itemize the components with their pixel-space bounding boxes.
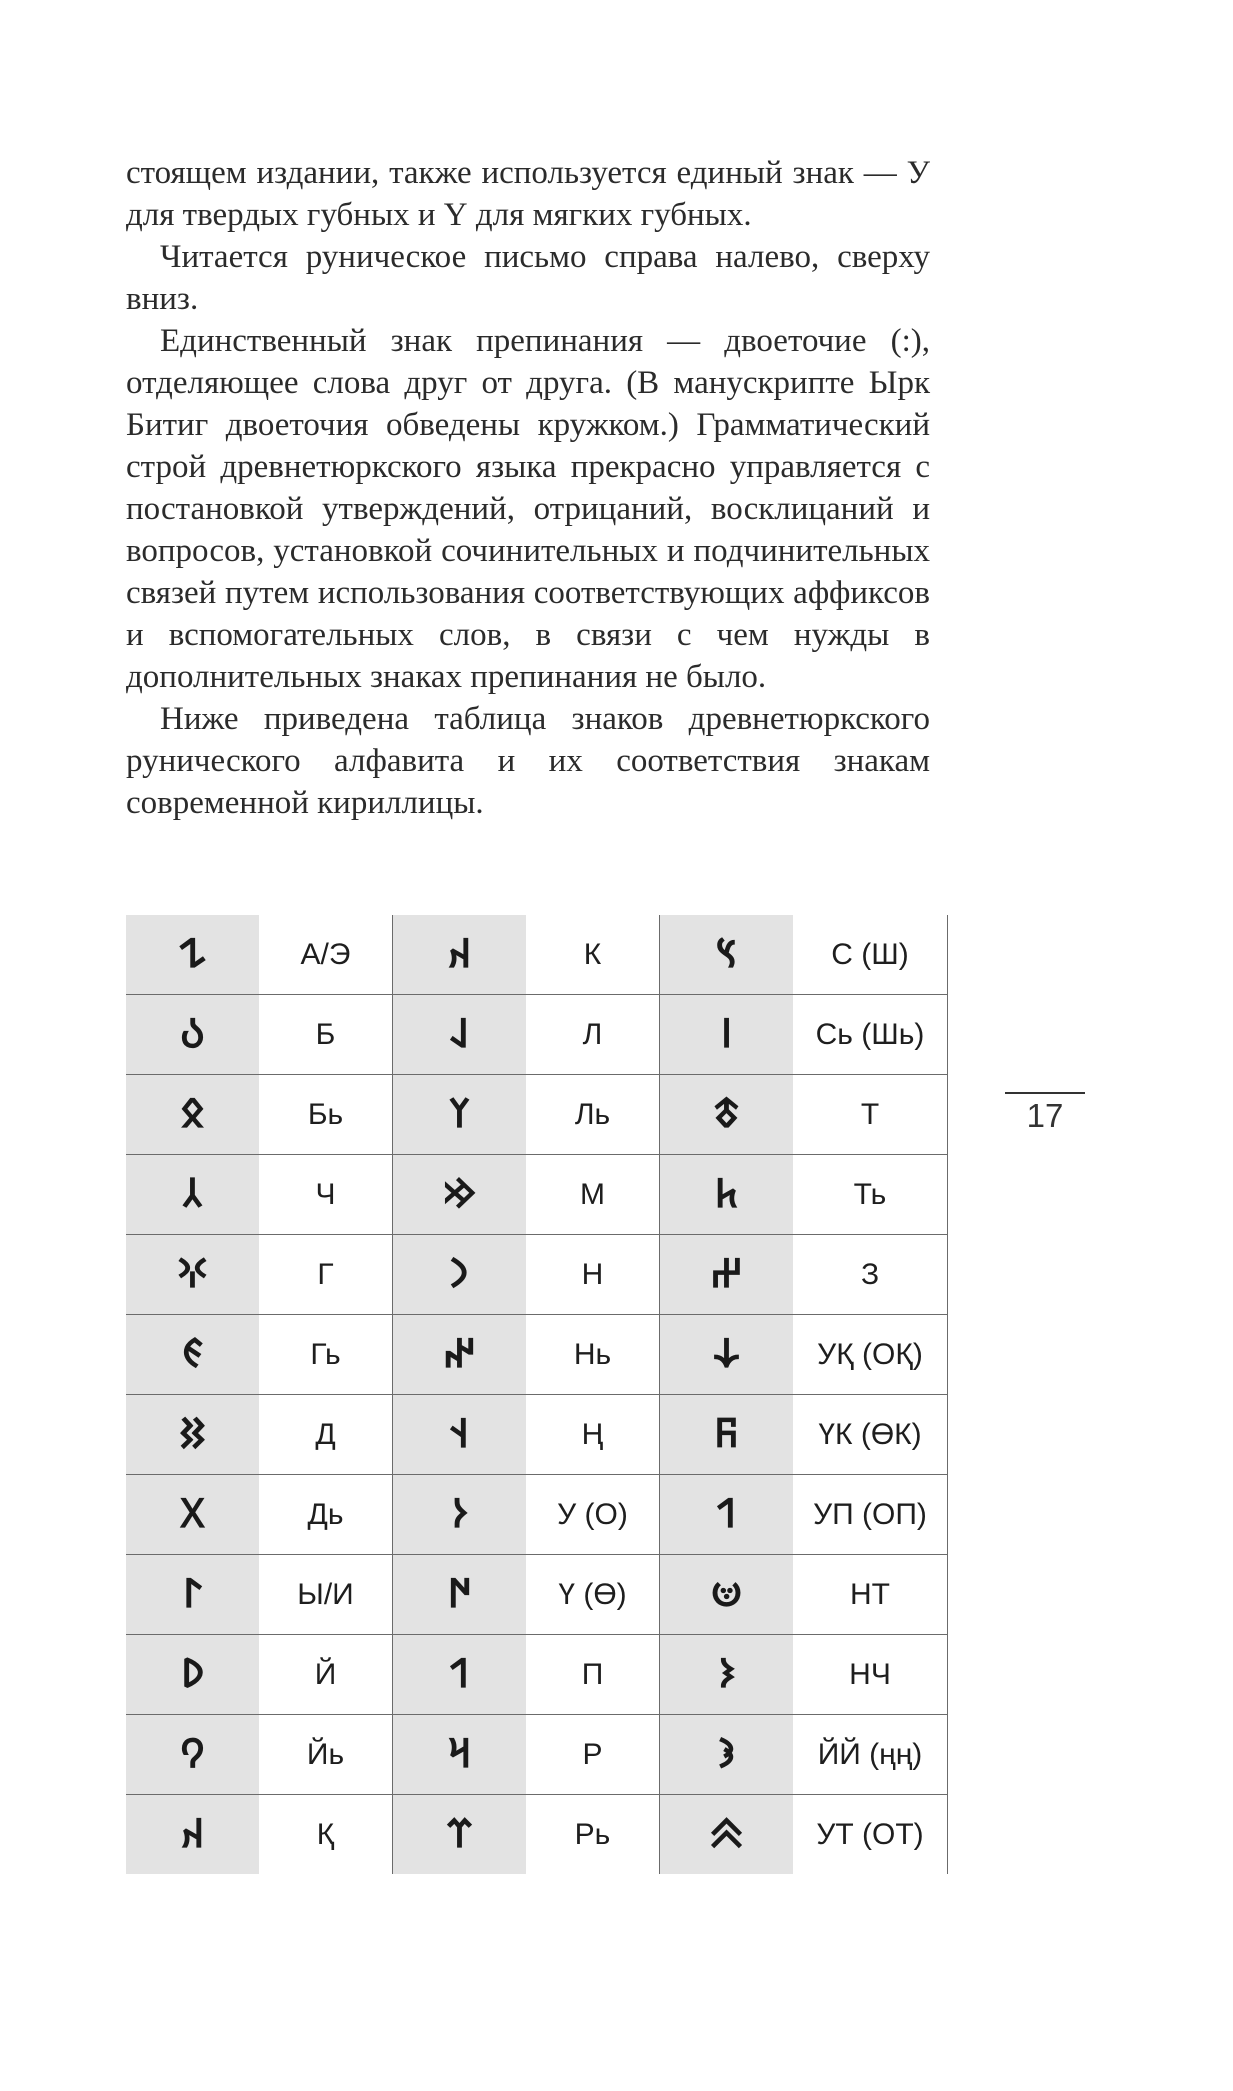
rune-symbol: 𐰽	[660, 915, 794, 995]
paragraph-2: Читается руническое письмо справа налево, сверху вниз.	[126, 239, 930, 317]
rune-symbol: 𐰠	[393, 1075, 527, 1155]
rune-symbol: 𐰴	[393, 915, 527, 995]
rune-symbol: 𐰏	[126, 1315, 259, 1395]
rune-symbol: 𐰼	[393, 1795, 527, 1875]
rune-symbol: 𐰃	[126, 1555, 259, 1635]
rune-symbol: 𐰢	[393, 1155, 527, 1235]
table-row	[126, 1635, 948, 1715]
rune-symbol: 𐰴	[126, 1795, 259, 1875]
cyrillic-equivalent: НЧ	[793, 1635, 948, 1715]
cyrillic-equivalent: ЙЙ (ңң)	[793, 1715, 948, 1795]
rune-symbol: 𐰨	[660, 1635, 794, 1715]
cyrillic-equivalent: Ң	[526, 1395, 660, 1475]
rune-symbol: 𐰣	[393, 1235, 527, 1315]
cyrillic-equivalent: М	[526, 1155, 660, 1235]
rune-symbol: 𐰪	[660, 1715, 794, 1795]
rune-symbol: 𐰤	[393, 1315, 527, 1395]
cyrillic-equivalent: Қ	[259, 1795, 393, 1875]
table-row	[126, 1315, 948, 1395]
rune-symbol: 𐰍	[126, 1235, 259, 1315]
cyrillic-equivalent: Йь	[259, 1715, 393, 1795]
cyrillic-equivalent: Сь (Шь)	[793, 995, 948, 1075]
rune-symbol: 𐰺	[393, 1715, 527, 1795]
rune-alphabet-table	[126, 915, 948, 1874]
table-row	[126, 995, 948, 1075]
rune-symbol: 𐰇	[393, 1555, 527, 1635]
rune-symbol: 𐰲	[126, 1155, 259, 1235]
table-row	[126, 1475, 948, 1555]
cyrillic-equivalent: Й	[259, 1635, 393, 1715]
rune-symbol: 𐰉	[126, 995, 259, 1075]
cyrillic-equivalent: Н	[526, 1235, 660, 1315]
cyrillic-equivalent: П	[526, 1635, 660, 1715]
cyrillic-equivalent: Р	[526, 1715, 660, 1795]
table-row	[126, 1075, 948, 1155]
cyrillic-equivalent: Б	[259, 995, 393, 1075]
rune-symbol: 𐱃	[660, 1075, 794, 1155]
cyrillic-equivalent: НТ	[793, 1555, 948, 1635]
table-row	[126, 1795, 948, 1875]
table-row	[126, 1235, 948, 1315]
cyrillic-equivalent: Ль	[526, 1075, 660, 1155]
cyrillic-equivalent: УТ (ОТ)	[793, 1795, 948, 1875]
cyrillic-equivalent: Гь	[259, 1315, 393, 1395]
cyrillic-equivalent: Бь	[259, 1075, 393, 1155]
rune-symbol: 𐰘	[126, 1715, 259, 1795]
rune-symbol: 𐰔	[660, 1235, 794, 1315]
cyrillic-equivalent: Т	[793, 1075, 948, 1155]
rune-symbol: 𐰞	[393, 995, 527, 1075]
cyrillic-equivalent: Л	[526, 995, 660, 1075]
rune-symbol: 𐰁	[126, 915, 259, 995]
cyrillic-equivalent: Ть	[793, 1155, 948, 1235]
rune-symbol: 𐰓	[126, 1475, 259, 1555]
rune-symbol: 𐱄	[660, 1795, 794, 1875]
rune-symbol: 𐰑	[126, 1395, 259, 1475]
rune-symbol: 𐰸	[660, 1315, 794, 1395]
cyrillic-equivalent: Рь	[526, 1795, 660, 1875]
cyrillic-equivalent: Ү (Ө)	[526, 1555, 660, 1635]
rune-symbol: 𐰦	[660, 1555, 794, 1635]
rune-symbol: 𐰾	[660, 995, 794, 1075]
rune-symbol: 𐱅	[660, 1155, 794, 1235]
cyrillic-equivalent: ҮК (ӨК)	[793, 1395, 948, 1475]
cyrillic-equivalent: З	[793, 1235, 948, 1315]
paragraph-3: Единственный знак препинания — двоеточие (:), отделяющее слова друг от друга. (В манускрипте Ырк Битиг двоеточия обведены кружком.) Грамматический строй древнетюркского языка прекрасно управляется с постановкой утверждений, отрицаний, восклицаний и вопросов, установкой сочинительных и подчинительных связей путем использования соответствующих аффиксов и вспомогательных слов, в связи с чем нужды в дополнительных знаках препинания не было.	[126, 323, 930, 695]
rune-symbol: 𐰭	[393, 1395, 527, 1475]
cyrillic-equivalent: УП (ОП)	[793, 1475, 948, 1555]
cyrillic-equivalent: УҚ (ОҚ)	[793, 1315, 948, 1395]
cyrillic-equivalent: Ы/И	[259, 1555, 393, 1635]
cyrillic-equivalent: А/Э	[259, 915, 393, 995]
rune-symbol: 𐰋	[126, 1075, 259, 1155]
cyrillic-equivalent: Д	[259, 1395, 393, 1475]
paragraph-4: Ниже приведена таблица знаков древнетюркского рунического алфавита и их соответствия знакам современной кириллицы.	[126, 701, 930, 821]
cyrillic-equivalent: К	[526, 915, 660, 995]
rune-symbol: 𐰯	[393, 1635, 527, 1715]
page-number: 17	[1026, 1097, 1064, 1134]
cyrillic-equivalent: Нь	[526, 1315, 660, 1395]
table-row	[126, 1715, 948, 1795]
table-row	[126, 1555, 948, 1635]
cyrillic-equivalent: У (О)	[526, 1475, 660, 1555]
rune-symbol: 𐰆	[393, 1475, 527, 1555]
cyrillic-equivalent: Ч	[259, 1155, 393, 1235]
cyrillic-equivalent: С (Ш)	[793, 915, 948, 995]
rune-symbol: 𐰜	[660, 1395, 794, 1475]
paragraph-1: стоящем издании, также используется единый знак — У для твердых губных и Ү для мягких губных.	[126, 155, 930, 233]
rune-symbol: 𐰯	[660, 1475, 794, 1555]
table-row	[126, 1155, 948, 1235]
cyrillic-equivalent: Г	[259, 1235, 393, 1315]
table-row	[126, 915, 948, 995]
cyrillic-equivalent: Дь	[259, 1475, 393, 1555]
body-text	[126, 152, 930, 824]
rune-symbol: 𐰖	[126, 1635, 259, 1715]
table-row	[126, 1395, 948, 1475]
